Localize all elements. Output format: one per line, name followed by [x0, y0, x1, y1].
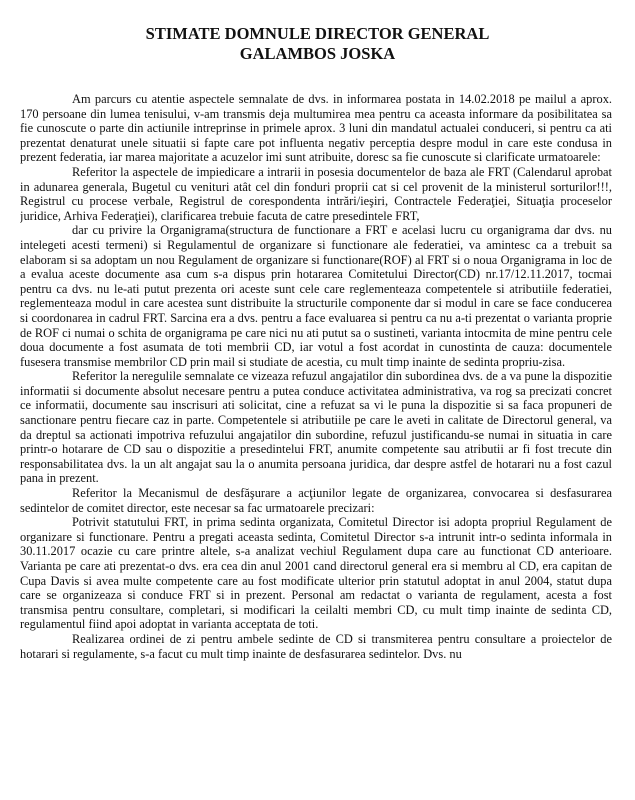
paragraph-employees: Referitor la neregulile semnalate ce vizeaza refuzul angajatilor din subordinea dvs. de a va pune la dispozitie informatii si documente absolut necesare pentru a putea conduce activitatea administrativa, va rog sa precizati concret ce informatii, documente sau inscrisuri ati solicitat, cine a refuzat sa vi le puna la dispozitie si sa faca propuneri de sanctionare pentru fiecare caz in parte. Competentele si atributiile pe care le aveti in calitate de Directorul general, va da dreptul sa actionati impotriva refuzului angajatilor din subordine, refuzul justificandu-se numai in situatia in care printr-o hotarare de CD sau o dispozitie a presedintelui FRT, anumite competente sau atributii ar fi fost trecute din responsabilitatea dvs. la un alt angajat sau la o anumita persoana juridica, dar despre astfel de hotarari nu a fost cazul pana in prezent. [20, 369, 612, 486]
addressee-name: GALAMBOS JOSKA [239, 44, 396, 63]
letter-body [20, 92, 612, 792]
paragraph-agenda: Realizarea ordinei de zi pentru ambele sedinte de CD si transmiterea pentru consultare a proiectelor de hotarari si regulamente, s-a facut cu mult timp inainte de desfasurarea sedintelor. Dvs. nu [20, 631, 612, 661]
paragraph-mechanism: Referitor la Mecanismul de desfăşurare a acţiunilor legate de organizarea, convocarea si desfasurarea sedintelor de comitet director, este necesar sa fac urmatoarele precizari: [20, 486, 612, 515]
letter-salutation [0, 24, 635, 64]
paragraph-statute: Potrivit statutului FRT, in prima sedinta organizata, Comitetul Director isi adopta propriul Regulament de organizare si functionare. Pentru a pregati aceasta sedinta, Comitetul Director s-a intrunit intr-o sedinta informala in 30.11.2017 ocazie cu care printre altele, s-a analizat vechiul Regulament dupa care au functionat CD anterioare. Varianta pe care ati prezentat-o dvs. era cea din anul 2001 cand directorul general era si membru al CD, era capitan de Cupa Davis si avea multe competente care au fost modificate ulterior prin statutul adoptat in anul 2004, statut dupa care se organizeaza si conduce FRT si in prezent. Personal am redactat o varianta de regulament, acesta a fost transmisa pentru consultare, completari, si modificari la ceilalti membri CD, cu mult timp inainte de sedinta CD, regulamentul fiind apoi adoptat in varianta acceptata de toti. [20, 515, 612, 632]
paragraph-organigrama: dar cu privire la Organigrama(structura de functionare a FRT e acelasi lucru cu organigrama dar dvs. nu intelegeti acesti termeni) si Regulamentul de organizare si functionare ale federatiei, va amintesc ca a trebuit sa elaboram si sa adoptam un nou Regulament de organizare si functionare(ROF) al FRT si o noua Organigrama in loc de a evalua aceste documente asa cum s-a dispus prin hotararea Comitetului Director(CD) nr.17/12.11.2017, tocmai pentru ca dvs. nu le-ati putut prezenta ori aceste sunt cele care reglementeaza competentele si atributiile federatiei, reglementeaza modul in care acestea sunt distribuite la structurile componente dar si modul in care se face conducerea si coordonarea in cadrul FRT. Sarcina era a dvs. pentru a face evaluarea si pentru ca nu a-ti prezentat o varianta proprie de ROF ci numai o schita de organigrama pe care nici nu ati putut sa o sustineti, varianta intocmita de mine pentru cele doua documente a fost asumata de toti membrii CD, iar votul a fost acordat in cunostinta de cauza: documentele fusesera transmise membrilor CD prin mail si studiate de acestia, cu mult timp inainte de sedinta propriu-zisa. [20, 223, 612, 369]
paragraph-documents: Referitor la aspectele de impiedicare a intrarii in posesia documentelor de baza ale FRT (Calendarul aprobat in adunarea generala, Bugetul cu venituri atât cel din fonduri proprii cat si cel provenit de la ministerul sorturilor!!!, Registrul cu procese verbale, Registrul de corespondenta intrări/ieşiri, Contractele Federaţiei, Situaţia proceselor juridice, Arhiva Federaţiei), clarificarea trebuie facuta de catre presedintele FRT, [20, 164, 612, 223]
paragraph-intro: Am parcurs cu atentie aspectele semnalate de dvs. in informarea postata in 14.02.2018 pe mailul a aprox. 170 persoane din lumea tenisului, v-am transmis deja multumirea mea pentru ca aceasta informare da posibilitatea sa fie cunoscute o parte din actiunile intreprinse in primele aprox. 3 luni din mandatul actualei conduceri, si pentru ca ati prezentat denaturat unele situatii si fapte care pot influenta negativ perceptia despre modul in care este condusa in prezent federatia, iar marea majoritate a acuzelor imi sunt atribuite, doresc sa fie cunoscute si clarificate urmatoarele: [20, 92, 612, 165]
salutation-line: STIMATE DOMNULE DIRECTOR GENERAL [145, 24, 490, 43]
